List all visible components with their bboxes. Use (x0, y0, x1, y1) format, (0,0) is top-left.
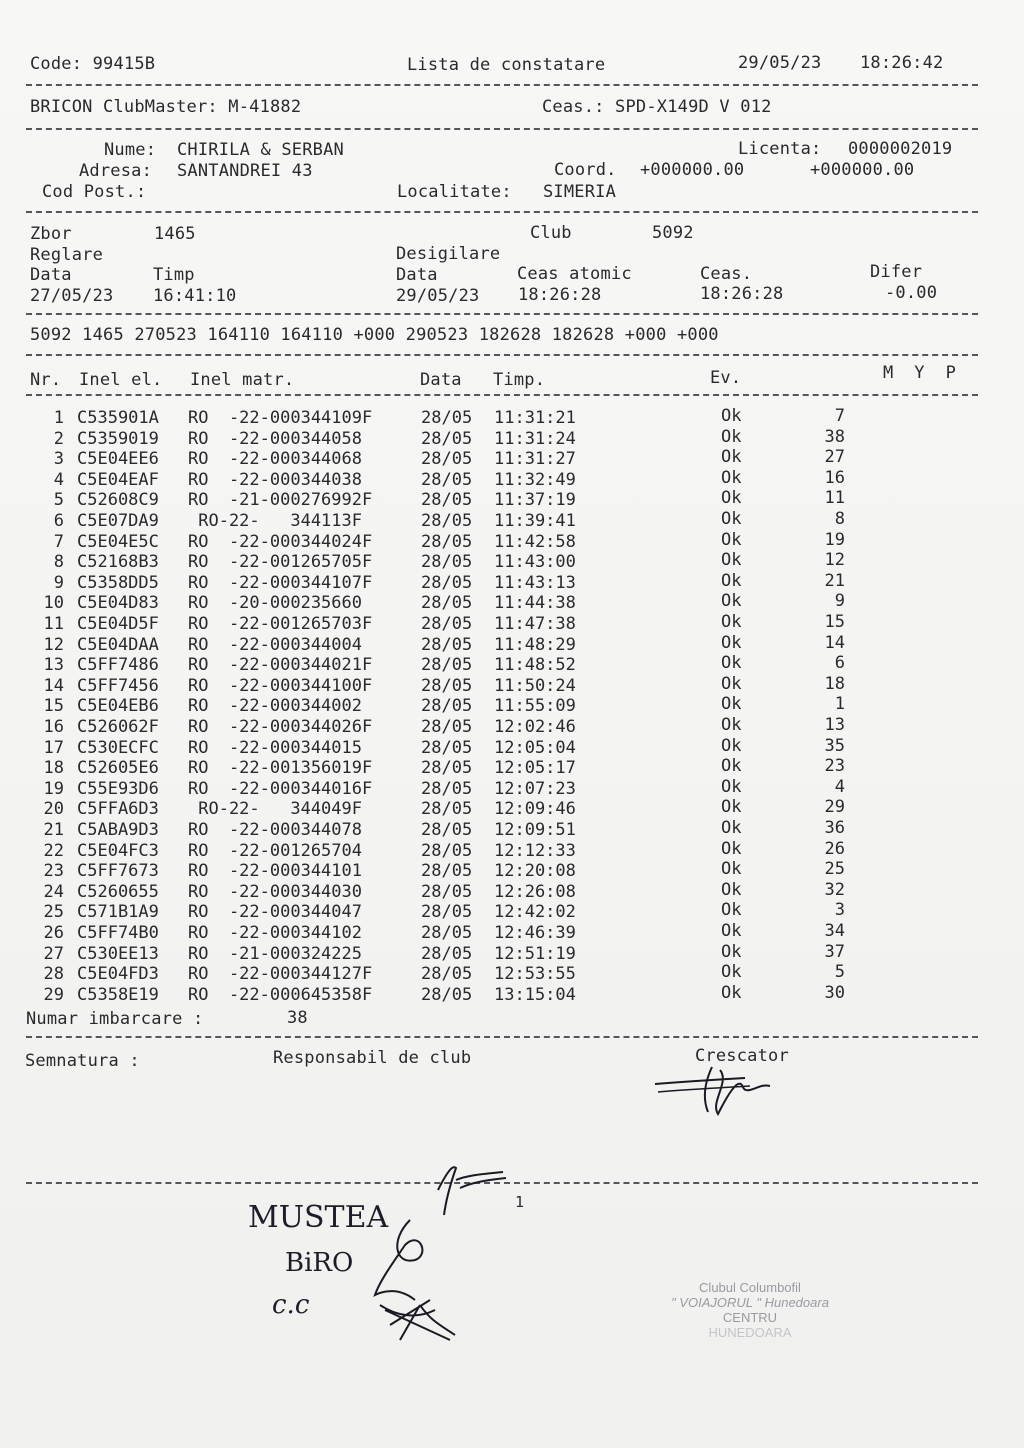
cell-el: C5FFA6D3 (77, 799, 159, 820)
cell-ev: Ok (721, 962, 742, 983)
cell-matr: RO -22-000645358F (188, 984, 373, 1005)
cell-m: 25 (824, 859, 845, 880)
des-date: 29/05/23 (396, 286, 480, 306)
cell-nr: 6 (53, 511, 64, 531)
cell-date: 28/05 (421, 634, 473, 655)
cell-time: 11:43:13 (494, 572, 576, 593)
cell-time: 12:12:33 (494, 840, 576, 861)
cell-m: 15 (824, 612, 845, 632)
cell-nr: 29 (43, 984, 64, 1005)
ceas-label: Ceas. (700, 264, 753, 284)
cell-m: 21 (824, 570, 845, 591)
cell-nr: 9 (53, 572, 64, 593)
cell-date: 28/05 (421, 820, 473, 840)
cell-ev: Ok (721, 797, 742, 818)
cell-el: C5260655 (77, 881, 159, 902)
cell-el: C535901A (77, 408, 159, 428)
cell-time: 12:05:04 (494, 737, 576, 758)
cell-nr: 2 (53, 428, 64, 449)
cell-time: 11:31:24 (494, 428, 576, 449)
cell-m: 12 (824, 550, 845, 571)
cell-ev: Ok (721, 467, 742, 488)
cell-date: 28/05 (421, 593, 473, 614)
cell-time: 13:15:04 (494, 984, 576, 1005)
divider (26, 394, 978, 396)
postcode-label: Cod Post.: (42, 182, 147, 202)
cell-date: 28/05 (421, 511, 473, 531)
cell-el: C5E04D83 (77, 593, 159, 614)
cell-matr: RO -22-001265704 (188, 840, 362, 861)
cell-date: 28/05 (421, 469, 473, 490)
cell-el: C5E04DAA (77, 634, 159, 655)
club-stamp (640, 1280, 860, 1340)
table-row (0, 758, 1024, 779)
owner-address: SANTANDREI 43 (177, 161, 313, 181)
cell-date: 28/05 (421, 737, 473, 758)
cell-date: 28/05 (421, 778, 473, 799)
cell-el: C5358DD5 (77, 572, 159, 593)
cell-m: 27 (824, 447, 845, 468)
table-row (0, 861, 1024, 882)
cell-matr: RO -22-000344038 (188, 469, 362, 490)
cell-time: 12:51:19 (494, 943, 576, 964)
cell-el: C52608C9 (77, 490, 159, 511)
cell-time: 11:42:58 (494, 531, 576, 552)
table-row (0, 655, 1024, 676)
stamp-line-3: CENTRU (722, 1310, 778, 1325)
numar-label: Numar imbarcare : (26, 1009, 204, 1029)
cell-ev: Ok (721, 447, 742, 468)
cell-m: 32 (824, 879, 845, 900)
cell-date: 28/05 (421, 655, 473, 676)
cell-el: C52168B3 (77, 552, 159, 573)
cell-matr: RO -22-000344026F (188, 717, 373, 737)
table-row (0, 529, 1024, 553)
cell-ev: Ok (721, 756, 742, 777)
cell-m: 16 (824, 467, 845, 488)
cell-ev: Ok (721, 591, 742, 612)
cell-m: 36 (824, 818, 845, 838)
cell-m: 6 (834, 653, 845, 674)
license-value: 0000002019 (848, 139, 953, 159)
cell-matr: RO -22-000344024F (188, 531, 373, 552)
cell-matr: RO -22-001265705F (188, 552, 373, 573)
table-row (0, 552, 1024, 573)
club-label: Club (530, 223, 572, 243)
cell-ev: Ok (721, 673, 742, 694)
cell-ev: Ok (721, 612, 742, 632)
cell-nr: 21 (43, 820, 64, 840)
cell-nr: 12 (43, 634, 64, 655)
cell-el: C5FF7486 (77, 655, 159, 676)
cell-m: 13 (824, 715, 845, 735)
cell-ev: Ok (721, 488, 742, 509)
cell-matr: RO -22-000344102 (188, 923, 362, 943)
cell-time: 12:07:23 (494, 778, 576, 799)
cell-el: C5358E19 (77, 984, 159, 1005)
table-row (0, 511, 1024, 532)
table-row (0, 614, 1024, 635)
clubmaster-label: BRICON ClubMaster: M-41882 (30, 97, 302, 117)
col-nr: Nr. (30, 370, 62, 390)
cell-time: 11:47:38 (494, 614, 576, 634)
cell-m: 9 (834, 591, 845, 612)
cell-ev: Ok (721, 982, 742, 1003)
table-row (0, 632, 1024, 656)
cell-m: 7 (834, 406, 845, 426)
cell-time: 12:53:55 (494, 964, 576, 985)
cell-time: 11:50:24 (494, 675, 576, 696)
col-inel-matr: Inel matr. (190, 370, 295, 390)
cell-matr: RO -21-000324225 (188, 943, 362, 964)
cell-time: 12:09:51 (494, 820, 576, 840)
cell-el: C530EE13 (77, 943, 159, 964)
cell-time: 12:42:02 (494, 902, 576, 923)
owner-name: CHIRILA & SERBAN (177, 140, 344, 160)
cell-date: 28/05 (421, 758, 473, 779)
zbor-label: Zbor (30, 224, 72, 244)
stamp-line-1: Clubul Columbofil (699, 1280, 801, 1295)
table-row (0, 696, 1024, 717)
cell-matr: RO -22-000344068 (188, 449, 362, 470)
cell-matr: RO -22-000344107F (188, 572, 373, 593)
reg-time: 16:41:10 (153, 286, 237, 306)
cell-matr: RO -22-000344078 (188, 820, 362, 840)
numar-value: 38 (287, 1008, 308, 1028)
cell-nr: 27 (43, 943, 64, 964)
cell-time: 11:43:00 (494, 552, 576, 573)
semnatura-label: Semnatura : (25, 1051, 140, 1071)
cell-date: 28/05 (421, 449, 473, 470)
table-row (0, 799, 1024, 820)
divider (26, 313, 978, 315)
cell-m: 1 (834, 694, 845, 715)
cell-nr: 3 (53, 449, 64, 470)
cell-ev: Ok (721, 879, 742, 900)
cell-m: 38 (824, 426, 845, 447)
cell-date: 28/05 (421, 531, 473, 552)
cell-el: C5E04FC3 (77, 840, 159, 861)
des-data-label: Data (396, 265, 438, 285)
cell-nr: 28 (43, 964, 64, 985)
cell-ev: Ok (721, 426, 742, 447)
col-inel-el: Inel el. (79, 370, 163, 390)
cell-time: 12:20:08 (494, 861, 576, 882)
cell-m: 30 (824, 982, 845, 1003)
table-row (0, 673, 1024, 697)
cell-matr: RO -22-000344058 (188, 428, 362, 449)
des-clock-time: 18:26:28 (700, 284, 784, 304)
cell-time: 11:44:38 (494, 593, 576, 614)
table-row (0, 467, 1024, 491)
divider (26, 84, 978, 86)
zbor-value: 1465 (154, 224, 196, 244)
address-label: Adresa: (79, 161, 153, 181)
cell-el: C5E04FD3 (77, 964, 159, 985)
cell-date: 28/05 (421, 408, 473, 428)
table-row (0, 838, 1024, 862)
cell-date: 28/05 (421, 696, 473, 717)
cell-el: C5E07DA9 (77, 511, 159, 531)
cell-nr: 18 (43, 758, 64, 779)
cell-matr: RO -22-000344004 (188, 634, 362, 655)
cell-matr: RO -22-000344101 (188, 861, 362, 882)
cell-time: 12:05:17 (494, 758, 576, 779)
code-line: 5092 1465 270523 164110 164110 +000 290523 182628 182628 +000 +000 (30, 325, 719, 345)
cell-el: C526062F (77, 717, 159, 737)
cell-nr: 5 (53, 490, 64, 511)
cell-el: C5359019 (77, 428, 159, 449)
signature-scribble (360, 1210, 470, 1350)
cell-ev: Ok (721, 406, 742, 426)
cell-ev: Ok (721, 529, 742, 550)
cell-ev: Ok (721, 632, 742, 653)
cell-time: 11:48:52 (494, 655, 576, 676)
cell-el: C530ECFC (77, 737, 159, 758)
page-number: 1 (515, 1193, 525, 1211)
cell-nr: 7 (53, 531, 64, 552)
cell-ev: Ok (721, 550, 742, 571)
table-row (0, 735, 1024, 759)
divider (26, 211, 978, 213)
difer-label: Difer (870, 262, 923, 282)
cell-nr: 26 (43, 923, 64, 943)
ceas-atomic-label: Ceas atomic (517, 264, 632, 284)
cell-date: 28/05 (421, 881, 473, 902)
cell-time: 11:31:27 (494, 449, 576, 470)
cell-nr: 20 (43, 799, 64, 820)
handwritten-cc: c.c (272, 1290, 310, 1320)
cell-time: 12:02:46 (494, 717, 576, 737)
cell-m: 14 (824, 632, 845, 653)
cell-nr: 10 (43, 593, 64, 614)
handwritten-biro: BiRO (285, 1248, 354, 1278)
table-row (0, 923, 1024, 944)
cell-ev: Ok (721, 570, 742, 591)
cell-matr: RO -20-000235660 (188, 593, 362, 614)
cell-ev: Ok (721, 900, 742, 921)
table-row (0, 490, 1024, 511)
divider (26, 1036, 978, 1038)
cell-m: 34 (824, 921, 845, 941)
cell-matr: RO-22- 344113F (188, 511, 362, 531)
cell-nr: 15 (43, 696, 64, 717)
cell-date: 28/05 (421, 490, 473, 511)
cell-ev: Ok (721, 653, 742, 674)
col-timp: Timp. (493, 370, 546, 390)
des-atomic-time: 18:26:28 (518, 285, 602, 305)
cell-m: 26 (824, 838, 845, 859)
cell-m: 23 (824, 756, 845, 777)
table-row (0, 570, 1024, 594)
header-date: 29/05/23 (738, 53, 822, 73)
cell-nr: 22 (43, 840, 64, 861)
cell-ev: Ok (721, 715, 742, 735)
cell-time: 11:48:29 (494, 634, 576, 655)
table-row (0, 879, 1024, 903)
cell-matr: RO -22-000344030 (188, 881, 362, 902)
coord-label: Coord. (554, 160, 617, 180)
cell-date: 28/05 (421, 964, 473, 985)
cell-matr: RO-22- 344049F (188, 799, 362, 820)
cell-el: C5E04EE6 (77, 449, 159, 470)
difer-value: -0.00 (885, 283, 938, 303)
cell-matr: RO -22-000344002 (188, 696, 362, 717)
cell-date: 28/05 (421, 984, 473, 1005)
col-ev: Ev. (710, 368, 742, 388)
divider (26, 128, 978, 130)
coord-x: +000000.00 (640, 160, 745, 180)
cell-matr: RO -22-000344015 (188, 737, 362, 758)
cell-nr: 4 (53, 469, 64, 490)
cell-date: 28/05 (421, 943, 473, 964)
cell-m: 18 (824, 673, 845, 694)
cell-ev: Ok (721, 735, 742, 756)
reg-date: 27/05/23 (30, 286, 114, 306)
handwritten-mustea: MUSTEA (248, 1200, 389, 1235)
responsabil-label: Responsabil de club (273, 1048, 472, 1068)
cell-nr: 17 (43, 737, 64, 758)
cell-m: 37 (824, 941, 845, 962)
cell-el: C55E93D6 (77, 778, 159, 799)
cell-time: 12:26:08 (494, 881, 576, 902)
cell-nr: 8 (53, 552, 64, 573)
coord-y: +000000.00 (810, 160, 915, 180)
cell-ev: Ok (721, 818, 742, 838)
cell-m: 19 (824, 529, 845, 550)
cell-el: C571B1A9 (77, 902, 159, 923)
cell-matr: RO -22-000344127F (188, 964, 373, 985)
cell-el: C5ABA9D3 (77, 820, 159, 840)
cell-matr: RO -22-000344047 (188, 902, 362, 923)
table-row (0, 820, 1024, 841)
locality-label: Localitate: (397, 182, 512, 202)
cell-el: C5E04D5F (77, 614, 159, 634)
cell-el: C5FF74B0 (77, 923, 159, 943)
clock-model: Ceas.: SPD-X149D V 012 (542, 97, 772, 117)
table-row (0, 408, 1024, 429)
cell-date: 28/05 (421, 861, 473, 882)
cell-m: 8 (834, 509, 845, 529)
cell-m: 3 (834, 900, 845, 921)
table-row (0, 717, 1024, 738)
reg-timp-label: Timp (153, 265, 195, 285)
table-row (0, 776, 1024, 800)
cell-date: 28/05 (421, 552, 473, 573)
cell-nr: 1 (53, 408, 64, 428)
cell-m: 11 (824, 488, 845, 509)
cell-time: 12:09:46 (494, 799, 576, 820)
cell-matr: RO -21-000276992F (188, 490, 373, 511)
crescator-signature (650, 1062, 780, 1122)
name-label: Nume: (104, 140, 157, 160)
cell-nr: 23 (43, 861, 64, 882)
cell-time: 11:39:41 (494, 511, 576, 531)
cell-ev: Ok (721, 941, 742, 962)
cell-ev: Ok (721, 509, 742, 529)
cell-el: C5FF7456 (77, 675, 159, 696)
cell-m: 5 (834, 962, 845, 983)
stamp-line-4: HUNEDOARA (708, 1325, 792, 1340)
cell-el: C5E04EB6 (77, 696, 159, 717)
cell-el: C5E04EAF (77, 469, 159, 490)
cell-date: 28/05 (421, 717, 473, 737)
crescator-label: Crescator (695, 1046, 789, 1066)
cell-m: 29 (824, 797, 845, 818)
cell-m: 4 (834, 776, 845, 797)
table-row (0, 902, 1024, 923)
cell-ev: Ok (721, 921, 742, 941)
cell-m: 35 (824, 735, 845, 756)
cell-date: 28/05 (421, 923, 473, 943)
cell-date: 28/05 (421, 614, 473, 634)
table-row (0, 964, 1024, 985)
cell-el: C5E04E5C (77, 531, 159, 552)
cell-nr: 19 (43, 778, 64, 799)
cell-ev: Ok (721, 694, 742, 715)
cell-matr: RO -22-000344109F (188, 408, 373, 428)
cell-nr: 24 (43, 881, 64, 902)
col-myp: M Y P (883, 363, 957, 383)
cell-matr: RO -22-001265703F (188, 614, 373, 634)
cell-nr: 25 (43, 902, 64, 923)
cell-el: C5FF7673 (77, 861, 159, 882)
reg-data-label: Data (30, 265, 72, 285)
cell-matr: RO -22-001356019F (188, 758, 373, 779)
cell-time: 12:46:39 (494, 923, 576, 943)
code-label: Code: 99415B (30, 54, 156, 74)
locality-value: SIMERIA (543, 182, 617, 202)
cell-time: 11:55:09 (494, 696, 576, 717)
club-value: 5092 (652, 223, 694, 243)
cell-nr: 11 (43, 614, 64, 634)
table-row (0, 449, 1024, 470)
table-row (0, 941, 1024, 965)
cell-ev: Ok (721, 838, 742, 859)
table-row (0, 426, 1024, 450)
stamp-line-2: " VOIAJORUL " Hunedoara (671, 1295, 829, 1310)
table-row (0, 982, 1024, 1006)
col-data: Data (420, 370, 462, 390)
desigilare-label: Desigilare (396, 244, 501, 264)
cell-ev: Ok (721, 776, 742, 797)
cell-date: 28/05 (421, 572, 473, 593)
cell-time: 11:37:19 (494, 490, 576, 511)
cell-ev: Ok (721, 859, 742, 880)
cell-nr: 13 (43, 655, 64, 676)
cell-matr: RO -22-000344100F (188, 675, 373, 696)
cell-date: 28/05 (421, 902, 473, 923)
document-title: Lista de constatare (407, 55, 606, 75)
cell-date: 28/05 (421, 675, 473, 696)
cell-date: 28/05 (421, 840, 473, 861)
cell-date: 28/05 (421, 428, 473, 449)
divider (26, 354, 978, 356)
cell-nr: 14 (43, 675, 64, 696)
cell-nr: 16 (43, 717, 64, 737)
cell-matr: RO -22-000344016F (188, 778, 373, 799)
cell-time: 11:32:49 (494, 469, 576, 490)
cell-time: 11:31:21 (494, 408, 576, 428)
reglare-label: Reglare (30, 245, 104, 265)
header-time: 18:26:42 (860, 53, 944, 73)
table-row (0, 593, 1024, 614)
cell-matr: RO -22-000344021F (188, 655, 373, 676)
cell-date: 28/05 (421, 799, 473, 820)
license-label: Licenta: (738, 139, 822, 159)
cell-el: C52605E6 (77, 758, 159, 779)
